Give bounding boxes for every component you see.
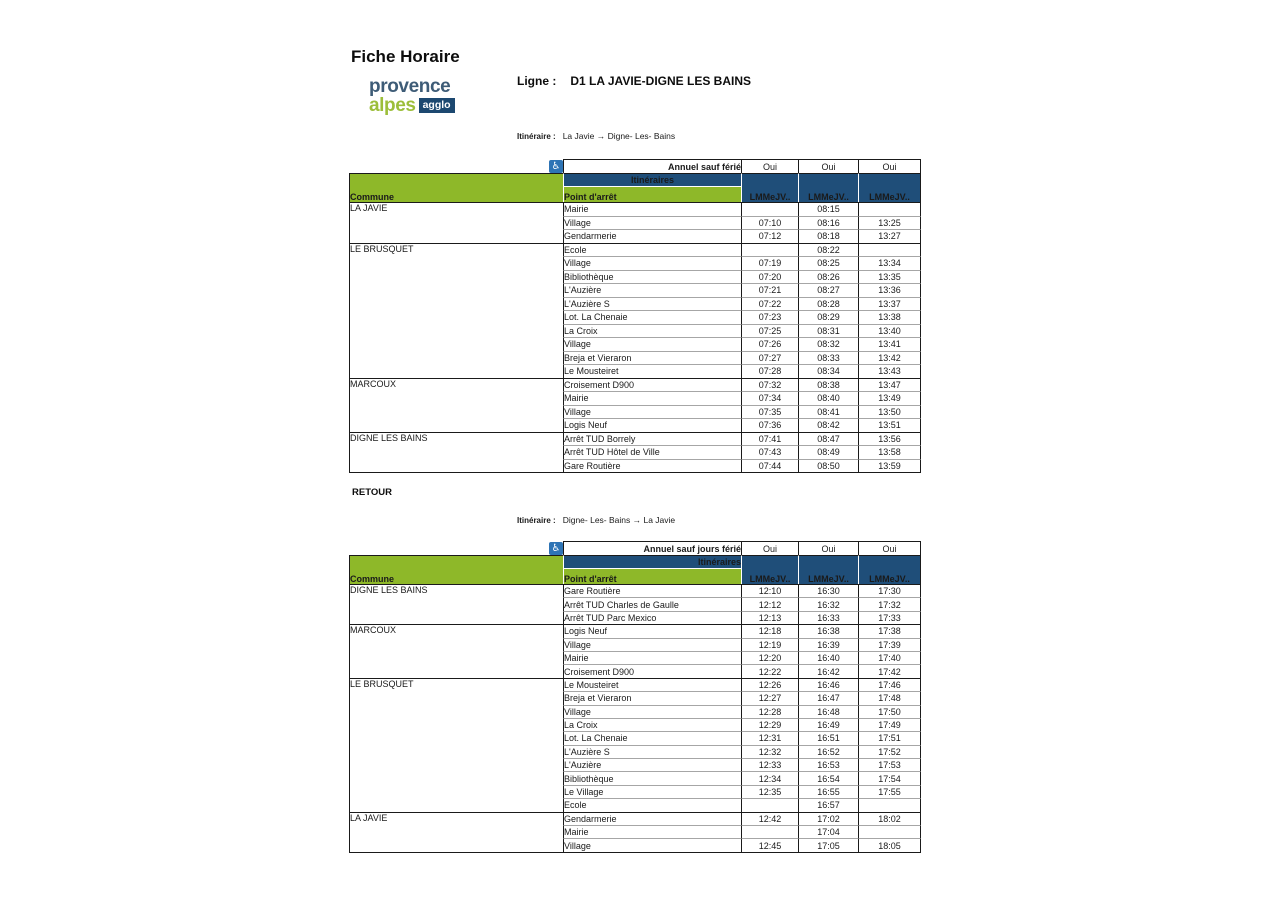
time-cell: 13:58 bbox=[858, 445, 921, 459]
stop-cell: La Croix bbox=[563, 718, 741, 731]
time-cell: 13:43 bbox=[858, 364, 921, 378]
time-cell: 17:40 bbox=[858, 651, 921, 664]
time-cell: 18:02 bbox=[858, 812, 921, 825]
time-cell: 13:50 bbox=[858, 405, 921, 419]
stop-cell: Logis Neuf bbox=[563, 624, 741, 637]
time-cell: 17:52 bbox=[858, 745, 921, 758]
annual-header-cell: Annuel sauf jours férié bbox=[563, 541, 741, 555]
wheelchair-cell bbox=[349, 541, 563, 555]
stop-cell: Village bbox=[563, 216, 741, 230]
time-cell: 16:55 bbox=[798, 785, 858, 798]
timetable-outbound bbox=[349, 159, 921, 473]
time-cell: 17:49 bbox=[858, 718, 921, 731]
time-cell: 12:18 bbox=[741, 624, 798, 637]
stop-cell: Arrêt TUD Borrely bbox=[563, 432, 741, 446]
commune-cell: MARCOUX bbox=[349, 624, 563, 678]
time-cell: 07:32 bbox=[741, 378, 798, 392]
time-cell: 17:02 bbox=[798, 812, 858, 825]
table-row bbox=[349, 378, 921, 392]
time-cell: 17:33 bbox=[858, 611, 921, 624]
time-cell: 13:41 bbox=[858, 337, 921, 351]
stop-cell: Arrêt TUD Hôtel de Ville bbox=[563, 445, 741, 459]
oui-cell: Oui bbox=[741, 159, 798, 173]
stop-cell: Logis Neuf bbox=[563, 418, 741, 432]
stop-cell: Bibliothèque bbox=[563, 771, 741, 784]
time-cell: 07:26 bbox=[741, 337, 798, 351]
time-cell: 07:22 bbox=[741, 297, 798, 311]
daycode-cell: LMMeJV.. bbox=[858, 173, 921, 202]
time-cell: 12:26 bbox=[741, 678, 798, 691]
time-cell: 17:32 bbox=[858, 597, 921, 610]
time-cell: 13:25 bbox=[858, 216, 921, 230]
time-cell: 17:50 bbox=[858, 705, 921, 718]
commune-cell: MARCOUX bbox=[349, 378, 563, 432]
stop-cell: Mairie bbox=[563, 391, 741, 405]
time-cell: 17:04 bbox=[798, 825, 858, 838]
time-cell: 07:43 bbox=[741, 445, 798, 459]
table-row bbox=[349, 812, 921, 825]
stop-cell: Mairie bbox=[563, 651, 741, 664]
time-cell: 08:18 bbox=[798, 229, 858, 243]
line-header bbox=[517, 74, 751, 88]
time-cell: 13:40 bbox=[858, 324, 921, 338]
retour-heading: RETOUR bbox=[352, 487, 392, 498]
time-cell: 12:19 bbox=[741, 638, 798, 651]
stop-cell: Bibliothèque bbox=[563, 270, 741, 284]
table-row bbox=[349, 584, 921, 597]
page-title: Fiche Horaire bbox=[351, 47, 460, 66]
commune-cell: DIGNE LES BAINS bbox=[349, 432, 563, 473]
commune-cell: DIGNE LES BAINS bbox=[349, 584, 563, 624]
logo-alpes-text: alpes bbox=[369, 95, 416, 116]
oui-cell: Oui bbox=[741, 541, 798, 555]
itinerary-value: La Javie → Digne- Les- Bains bbox=[562, 131, 676, 141]
time-cell: 07:12 bbox=[741, 229, 798, 243]
time-cell: 07:20 bbox=[741, 270, 798, 284]
stop-header: Point d'arrêt bbox=[563, 186, 741, 202]
time-cell: 13:27 bbox=[858, 229, 921, 243]
time-cell bbox=[858, 798, 921, 811]
stop-cell: L'Auzière bbox=[563, 283, 741, 297]
stop-cell: Mairie bbox=[563, 202, 741, 216]
stop-cell: Gare Routière bbox=[563, 459, 741, 473]
time-cell: 08:33 bbox=[798, 351, 858, 365]
time-cell: 13:56 bbox=[858, 432, 921, 446]
stop-cell: Village bbox=[563, 337, 741, 351]
line-label: Ligne : bbox=[517, 74, 557, 88]
time-cell: 13:51 bbox=[858, 418, 921, 432]
time-cell: 12:29 bbox=[741, 718, 798, 731]
time-cell: 12:33 bbox=[741, 758, 798, 771]
time-cell: 08:29 bbox=[798, 310, 858, 324]
time-cell: 18:05 bbox=[858, 838, 921, 851]
time-cell: 13:34 bbox=[858, 256, 921, 270]
time-cell: 16:30 bbox=[798, 584, 858, 597]
time-cell: 17:51 bbox=[858, 731, 921, 744]
stop-cell: Village bbox=[563, 256, 741, 270]
itinerary-return bbox=[517, 515, 675, 525]
daycode-cell: LMMeJV.. bbox=[858, 555, 921, 584]
time-cell: 08:32 bbox=[798, 337, 858, 351]
time-cell: 08:22 bbox=[798, 243, 858, 257]
time-cell: 12:32 bbox=[741, 745, 798, 758]
itinerary-value: Digne- Les- Bains → La Javie bbox=[562, 515, 676, 525]
time-cell: 08:16 bbox=[798, 216, 858, 230]
time-cell: 08:31 bbox=[798, 324, 858, 338]
time-cell: 16:39 bbox=[798, 638, 858, 651]
commune-header: Commune bbox=[349, 555, 563, 584]
time-cell: 13:49 bbox=[858, 391, 921, 405]
time-cell: 17:42 bbox=[858, 664, 921, 677]
annual-row bbox=[349, 541, 921, 555]
stop-cell: Croisement D900 bbox=[563, 664, 741, 677]
annual-header-cell: Annuel sauf férié bbox=[563, 159, 741, 173]
time-cell bbox=[741, 825, 798, 838]
oui-cell: Oui bbox=[798, 541, 858, 555]
time-cell: 12:35 bbox=[741, 785, 798, 798]
time-cell bbox=[741, 798, 798, 811]
time-cell: 16:51 bbox=[798, 731, 858, 744]
stop-cell: Croisement D900 bbox=[563, 378, 741, 392]
time-cell: 12:27 bbox=[741, 691, 798, 704]
time-cell: 07:23 bbox=[741, 310, 798, 324]
time-cell: 08:40 bbox=[798, 391, 858, 405]
time-cell: 08:28 bbox=[798, 297, 858, 311]
time-cell: 13:47 bbox=[858, 378, 921, 392]
time-cell: 12:22 bbox=[741, 664, 798, 677]
commune-cell: LA JAVIE bbox=[349, 202, 563, 243]
oui-cell: Oui bbox=[858, 541, 921, 555]
stop-cell: Breja et Vieraron bbox=[563, 351, 741, 365]
daycode-cell: LMMeJV.. bbox=[798, 555, 858, 584]
stop-cell: Gare Routière bbox=[563, 584, 741, 597]
time-cell: 16:48 bbox=[798, 705, 858, 718]
time-cell: 17:39 bbox=[858, 638, 921, 651]
stop-cell: Ecole bbox=[563, 243, 741, 257]
time-cell: 08:15 bbox=[798, 202, 858, 216]
stop-cell: L'Auzière S bbox=[563, 745, 741, 758]
time-cell: 08:50 bbox=[798, 459, 858, 473]
time-cell: 07:19 bbox=[741, 256, 798, 270]
itinerary-outbound bbox=[517, 131, 675, 141]
stop-cell: Le Village bbox=[563, 785, 741, 798]
time-cell: 12:10 bbox=[741, 584, 798, 597]
time-cell: 12:34 bbox=[741, 771, 798, 784]
time-cell: 12:42 bbox=[741, 812, 798, 825]
table-row bbox=[349, 624, 921, 637]
stop-cell: L'Auzière S bbox=[563, 297, 741, 311]
agency-logo bbox=[369, 77, 455, 115]
time-cell: 07:10 bbox=[741, 216, 798, 230]
commune-cell: LE BRUSQUET bbox=[349, 243, 563, 378]
stop-cell: Arrêt TUD Parc Mexico bbox=[563, 611, 741, 624]
time-cell: 17:53 bbox=[858, 758, 921, 771]
stop-cell: Lot. La Chenaie bbox=[563, 731, 741, 744]
time-cell: 08:41 bbox=[798, 405, 858, 419]
stop-cell: Village bbox=[563, 838, 741, 851]
time-cell: 07:35 bbox=[741, 405, 798, 419]
stop-cell: Le Mousteiret bbox=[563, 364, 741, 378]
time-cell: 13:35 bbox=[858, 270, 921, 284]
table-row bbox=[349, 432, 921, 446]
itinerary-label: Itinéraire : bbox=[517, 516, 556, 525]
time-cell: 17:30 bbox=[858, 584, 921, 597]
itineraires-row bbox=[349, 555, 921, 568]
stop-cell: L'Auzière bbox=[563, 758, 741, 771]
time-cell: 17:38 bbox=[858, 624, 921, 637]
time-cell: 07:27 bbox=[741, 351, 798, 365]
time-cell: 08:42 bbox=[798, 418, 858, 432]
time-cell: 07:41 bbox=[741, 432, 798, 446]
time-cell: 12:13 bbox=[741, 611, 798, 624]
wheelchair-cell bbox=[349, 159, 563, 173]
table-row bbox=[349, 202, 921, 216]
logo-agglo-badge: agglo bbox=[419, 98, 455, 114]
commune-cell: LA JAVIE bbox=[349, 812, 563, 852]
time-cell: 07:21 bbox=[741, 283, 798, 297]
stop-cell: Village bbox=[563, 638, 741, 651]
timetable-return bbox=[349, 541, 921, 853]
stop-cell: Gendarmerie bbox=[563, 229, 741, 243]
time-cell: 07:34 bbox=[741, 391, 798, 405]
time-cell bbox=[858, 202, 921, 216]
time-cell bbox=[858, 825, 921, 838]
time-cell: 13:59 bbox=[858, 459, 921, 473]
time-cell: 08:25 bbox=[798, 256, 858, 270]
time-cell: 07:36 bbox=[741, 418, 798, 432]
time-cell: 16:52 bbox=[798, 745, 858, 758]
time-cell: 16:42 bbox=[798, 664, 858, 677]
time-cell: 12:45 bbox=[741, 838, 798, 851]
time-cell bbox=[741, 243, 798, 257]
stop-cell: Village bbox=[563, 405, 741, 419]
commune-cell: LE BRUSQUET bbox=[349, 678, 563, 812]
time-cell: 12:12 bbox=[741, 597, 798, 610]
time-cell: 16:46 bbox=[798, 678, 858, 691]
daycode-cell: LMMeJV.. bbox=[798, 173, 858, 202]
table-row bbox=[349, 678, 921, 691]
time-cell: 17:54 bbox=[858, 771, 921, 784]
time-cell: 16:49 bbox=[798, 718, 858, 731]
time-cell: 12:20 bbox=[741, 651, 798, 664]
daycode-cell: LMMeJV.. bbox=[741, 555, 798, 584]
stop-cell: Gendarmerie bbox=[563, 812, 741, 825]
time-cell: 07:28 bbox=[741, 364, 798, 378]
stop-header: Point d'arrêt bbox=[563, 568, 741, 584]
line-value: D1 LA JAVIE-DIGNE LES BAINS bbox=[570, 74, 752, 88]
table-row bbox=[349, 243, 921, 257]
time-cell: 13:36 bbox=[858, 283, 921, 297]
time-cell: 16:53 bbox=[798, 758, 858, 771]
stop-cell: Breja et Vieraron bbox=[563, 691, 741, 704]
time-cell: 12:28 bbox=[741, 705, 798, 718]
itineraires-band: Itinéraires bbox=[563, 173, 741, 186]
time-cell: 17:46 bbox=[858, 678, 921, 691]
time-cell: 13:37 bbox=[858, 297, 921, 311]
annual-row bbox=[349, 159, 921, 173]
time-cell: 16:54 bbox=[798, 771, 858, 784]
time-cell: 13:42 bbox=[858, 351, 921, 365]
time-cell: 07:25 bbox=[741, 324, 798, 338]
itineraires-row bbox=[349, 173, 921, 186]
time-cell: 13:38 bbox=[858, 310, 921, 324]
time-cell: 17:55 bbox=[858, 785, 921, 798]
time-cell: 16:32 bbox=[798, 597, 858, 610]
stop-cell: Village bbox=[563, 705, 741, 718]
time-cell: 17:05 bbox=[798, 838, 858, 851]
time-cell: 08:49 bbox=[798, 445, 858, 459]
time-cell: 08:27 bbox=[798, 283, 858, 297]
wheelchair-icon: ♿ bbox=[549, 160, 563, 173]
time-cell: 17:48 bbox=[858, 691, 921, 704]
itineraires-band: Itinéraires bbox=[563, 555, 741, 568]
time-cell: 08:34 bbox=[798, 364, 858, 378]
time-cell: 07:44 bbox=[741, 459, 798, 473]
stop-cell: La Croix bbox=[563, 324, 741, 338]
time-cell: 16:38 bbox=[798, 624, 858, 637]
daycode-cell: LMMeJV.. bbox=[741, 173, 798, 202]
time-cell: 08:26 bbox=[798, 270, 858, 284]
commune-header: Commune bbox=[349, 173, 563, 202]
time-cell: 08:38 bbox=[798, 378, 858, 392]
itinerary-label: Itinéraire : bbox=[517, 132, 556, 141]
time-cell: 12:31 bbox=[741, 731, 798, 744]
time-cell bbox=[741, 202, 798, 216]
oui-cell: Oui bbox=[798, 159, 858, 173]
time-cell bbox=[858, 243, 921, 257]
stop-cell: Lot. La Chenaie bbox=[563, 310, 741, 324]
time-cell: 16:33 bbox=[798, 611, 858, 624]
time-cell: 16:57 bbox=[798, 798, 858, 811]
logo-provence-text: provence bbox=[369, 76, 451, 97]
time-cell: 16:40 bbox=[798, 651, 858, 664]
time-cell: 16:47 bbox=[798, 691, 858, 704]
time-cell: 08:47 bbox=[798, 432, 858, 446]
oui-cell: Oui bbox=[858, 159, 921, 173]
stop-cell: Mairie bbox=[563, 825, 741, 838]
stop-cell: Arrêt TUD Charles de Gaulle bbox=[563, 597, 741, 610]
stop-cell: Le Mousteiret bbox=[563, 678, 741, 691]
stop-cell: Ecole bbox=[563, 798, 741, 811]
wheelchair-icon: ♿ bbox=[549, 542, 563, 555]
